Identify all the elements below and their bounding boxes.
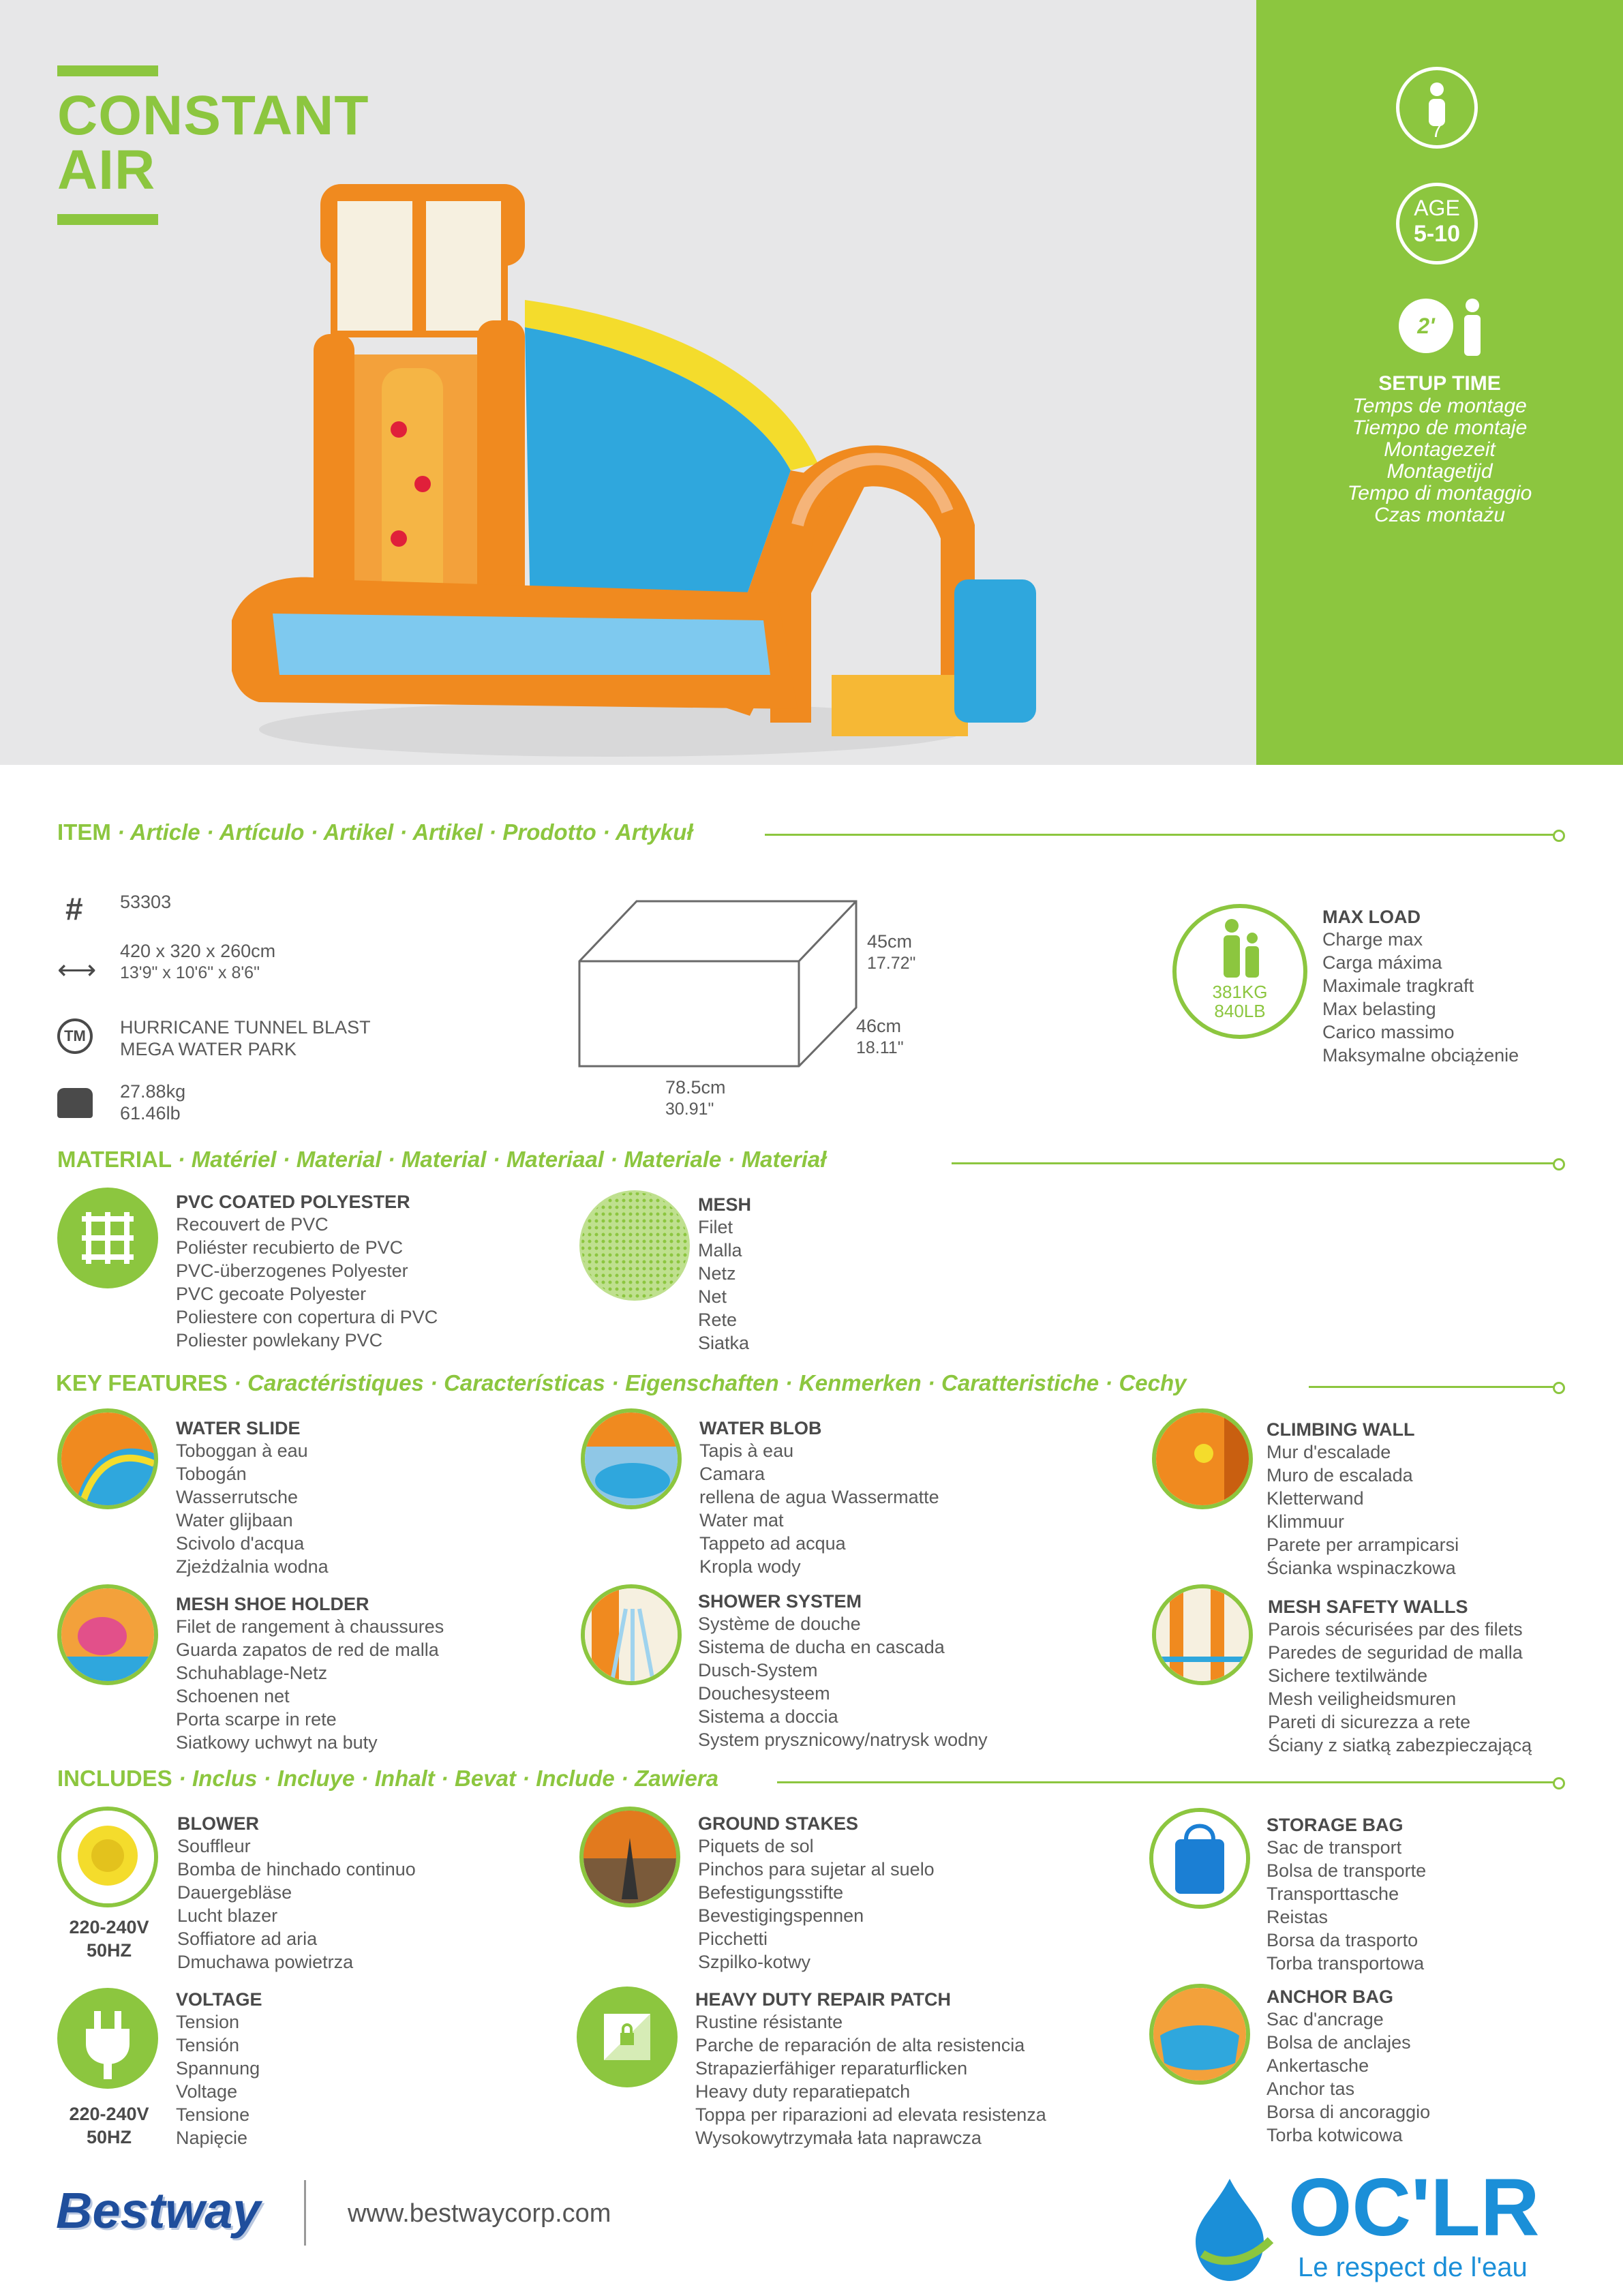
pvc-line: Poliestere con copertura di PVC [176, 1307, 438, 1327]
trademark-icon: TM [57, 1018, 93, 1054]
setup-title: SETUP TIME [1378, 372, 1501, 395]
feature-line: System prysznicowy/natrysk wodny [698, 1729, 988, 1750]
include-line: Torba kotwicowa [1266, 2125, 1403, 2145]
feature-line: Toboggan à eau [176, 1440, 308, 1461]
feature-line: Water glijbaan [176, 1510, 293, 1530]
feature-title: MESH SAFETY WALLS [1268, 1597, 1468, 1617]
feature-line: Schuhablage-Netz [176, 1663, 328, 1683]
include-line: Soffiatore ad aria [177, 1929, 318, 1949]
players-count: 7 [1431, 119, 1443, 142]
feature-water-blob [699, 1418, 939, 1578]
feature-lines [176, 1439, 329, 1578]
mesh-line: Rete [698, 1310, 738, 1330]
mesh-line: Siatka [698, 1333, 750, 1353]
mesh-icon [579, 1190, 690, 1301]
include-lines [176, 2010, 262, 2149]
include-blower [177, 1813, 416, 1974]
include-line: Strapazierfähiger reparaturflicken [695, 2058, 968, 2079]
include-line: Tension [176, 2012, 240, 2032]
feature-line: Scivolo d'acqua [176, 1533, 305, 1554]
feature-line: Système de douche [698, 1614, 861, 1634]
material-section-header [57, 1147, 826, 1173]
box-depth-in: 18.11" [856, 1038, 904, 1057]
weight-kg: 27.88kg [120, 1081, 186, 1102]
box-height-cm: 45cm [867, 931, 913, 952]
include-line: Napięcie [176, 2128, 248, 2148]
features-header: KEY FEATURES [56, 1370, 228, 1395]
include-line: Bevestigingspennen [698, 1905, 864, 1926]
brand-rule-bottom [57, 214, 158, 225]
feature-line: Parois sécurisées par des filets [1268, 1619, 1523, 1640]
repair-patch-badge [577, 1987, 678, 2087]
persons-icon [1213, 918, 1267, 979]
pvc-line: Recouvert de PVC [176, 1214, 329, 1235]
pvc-weave-icon [57, 1188, 158, 1288]
voltage-spec [61, 2102, 157, 2149]
max-load-kg: 381KG [1212, 982, 1268, 1002]
setup-line: Montagezeit [1384, 438, 1496, 461]
box-depth-cm: 46cm [856, 1016, 902, 1036]
include-line: Lucht blazer [177, 1905, 278, 1926]
blower-spec [61, 1916, 157, 1962]
footer-divider [304, 2180, 306, 2246]
feature-title: SHOWER SYSTEM [698, 1591, 862, 1612]
partner-tagline: Le respect de l'eau [1298, 2252, 1528, 2282]
feature-title: MESH SHOE HOLDER [176, 1594, 369, 1614]
include-voltage [176, 1989, 262, 2149]
water-drop-logo-icon [1175, 2165, 1284, 2288]
feature-line: Muro de escalada [1266, 1465, 1413, 1485]
feature-line: Parete per arrampicarsi [1266, 1535, 1459, 1555]
setup-minutes: 2' [1417, 314, 1435, 338]
setup-line: Czas montażu [1374, 504, 1505, 526]
feature-mesh-shoe-holder [176, 1594, 444, 1754]
product-name-1: HURRICANE TUNNEL BLAST [120, 1017, 371, 1038]
safety-wall-icon [1156, 1588, 1249, 1681]
rule-end-dot [1553, 830, 1565, 842]
storage-bag-icon [1153, 1812, 1246, 1905]
include-lines [695, 2010, 1046, 2149]
feature-line: Guarda zapatos de red de malla [176, 1640, 439, 1660]
include-line: Dauergebläse [177, 1882, 292, 1903]
box-width-in: 30.91" [665, 1100, 714, 1119]
storage-bag-photo [1149, 1808, 1250, 1909]
feature-title: WATER SLIDE [176, 1418, 301, 1438]
pvc-line: PVC-überzogenes Polyester [176, 1260, 408, 1281]
item-header: ITEM [57, 819, 111, 845]
dimensions-arrow-icon: ⟷ [57, 955, 97, 985]
include-line: Spannung [176, 2058, 260, 2079]
include-title: ANCHOR BAG [1266, 1987, 1393, 2007]
feature-title: WATER BLOB [699, 1418, 822, 1438]
max-load-line: Charge max [1322, 929, 1423, 950]
weight-lb: 61.46lb [120, 1103, 181, 1123]
climbing-wall-icon [1156, 1413, 1249, 1505]
includes-header: INCLUDES [57, 1766, 172, 1791]
includes-section-header [57, 1766, 718, 1792]
pvc-title: PVC COATED POLYESTER [176, 1192, 410, 1212]
max-load-line: Carico massimo [1322, 1022, 1455, 1042]
feature-line: Kropla wody [699, 1556, 801, 1577]
feature-mesh-safety-walls [1268, 1597, 1532, 1757]
include-line: Dmuchawa powietrza [177, 1952, 354, 1972]
include-line: Bomba de hinchado continuo [177, 1859, 416, 1879]
partner-name: OC'LR [1288, 2162, 1540, 2253]
pvc-line: PVC gecoate Polyester [176, 1284, 367, 1304]
include-line: Bolsa de anclajes [1266, 2032, 1411, 2053]
setup-line: Tiempo de montaje [1352, 417, 1528, 439]
max-load-badge [1172, 904, 1307, 1039]
feature-line: Tapis à eau [699, 1440, 794, 1461]
include-lines [177, 1834, 416, 1974]
shoe-holder-photo [57, 1584, 158, 1685]
item-header-translations: · Article · Artículo · Artikel · Artikel · Prodotto · Artykuł [117, 819, 693, 845]
include-line: Reistas [1266, 1907, 1329, 1927]
feature-line: Dusch-System [698, 1660, 818, 1680]
include-line: Sac d'ancrage [1266, 2009, 1384, 2029]
weave-pattern-icon [61, 1192, 154, 1284]
include-line: Bolsa de transporte [1266, 1860, 1427, 1881]
ground-stakes-photo [579, 1807, 680, 1907]
feature-line: Ścianka wspinaczkowa [1266, 1558, 1456, 1578]
include-line: Picchetti [698, 1929, 768, 1949]
mesh-line: Netz [698, 1263, 736, 1284]
hash-icon: # [65, 891, 83, 926]
feature-line: Douchesysteem [698, 1683, 830, 1704]
max-load-line: Max belasting [1322, 999, 1436, 1019]
features-rule [1309, 1386, 1556, 1388]
repair-patch-icon [581, 1991, 673, 2083]
anchor-bag-icon [1153, 1988, 1246, 2081]
include-line: Anchor tas [1266, 2079, 1355, 2099]
feature-line: Paredes de seguridad de malla [1268, 1642, 1523, 1663]
material-rule [952, 1162, 1556, 1164]
brand-line1: CONSTANT [57, 85, 369, 147]
box-width-cm: 78.5cm [665, 1077, 726, 1098]
max-load-line: Carga máxima [1322, 952, 1442, 973]
mesh-line: Net [698, 1286, 727, 1307]
feature-line: Tobogán [176, 1464, 247, 1484]
include-line: Tensión [176, 2035, 240, 2055]
pvc-line: Poliester powlekany PVC [176, 1330, 383, 1350]
feature-line: Siatkowy uchwyt na buty [176, 1732, 378, 1753]
water-slide-icon [61, 1413, 154, 1505]
max-load-line: Maximale tragkraft [1322, 976, 1474, 996]
box-height-in: 17.72" [867, 954, 916, 973]
feature-line: Schoenen net [176, 1686, 290, 1706]
voltage-plug-badge [57, 1988, 158, 2089]
setup-lines [1256, 395, 1623, 526]
feature-lines [698, 1612, 988, 1751]
include-line: Ankertasche [1266, 2055, 1369, 2076]
feature-line: Mur d'escalade [1266, 1442, 1391, 1462]
rule-end-dot [1553, 1158, 1565, 1170]
pvc-text [176, 1192, 438, 1352]
feature-shower-system [698, 1591, 988, 1751]
plug-icon [61, 1992, 154, 2085]
include-lines [698, 1834, 935, 1974]
include-line: Borsa da trasporto [1266, 1930, 1419, 1950]
include-title: GROUND STAKES [698, 1813, 859, 1834]
age-badge [1396, 183, 1478, 265]
include-line: Torba transportowa [1266, 1953, 1425, 1974]
feature-line: Sistema de ducha en cascada [698, 1637, 945, 1657]
brand-rule-top [57, 65, 158, 76]
person-icon [1459, 297, 1486, 359]
pvc-line: Poliéster recubierto de PVC [176, 1237, 404, 1258]
include-line: Tensione [176, 2104, 250, 2125]
include-line: Piquets de sol [698, 1836, 814, 1856]
feature-line: Ściany z siatką zabezpieczającą [1268, 1735, 1532, 1755]
size-metric: 420 x 320 x 260cm [120, 941, 276, 961]
feature-title: CLIMBING WALL [1266, 1419, 1415, 1440]
max-load-line: Maksymalne obciążenie [1322, 1045, 1519, 1066]
shower-system-photo [581, 1584, 682, 1685]
water-blob-photo [581, 1408, 682, 1509]
blower-voltage: 220-240V [69, 1917, 149, 1937]
clock-icon [1399, 299, 1453, 353]
feature-line: Sistema a doccia [698, 1706, 838, 1727]
setup-line: Temps de montage [1352, 395, 1527, 417]
mesh-line: Malla [698, 1240, 742, 1260]
include-line: Transporttasche [1266, 1884, 1399, 1904]
water-park-image [232, 170, 1091, 784]
include-line: Befestigungsstifte [698, 1882, 844, 1903]
blower-frequency: 50HZ [86, 1940, 132, 1961]
mesh-title: MESH [698, 1194, 752, 1215]
max-load-title: MAX LOAD [1322, 907, 1421, 927]
features-header-translations: · Caractéristiques · Características · Eigenschaften · Kenmerken · Caratteristiche · Cechy [234, 1370, 1187, 1395]
include-title: STORAGE BAG [1266, 1815, 1404, 1835]
anchor-bag-photo [1149, 1984, 1250, 2085]
feature-line: Pareti di sicurezza a rete [1268, 1712, 1471, 1732]
include-line: Toppa per riparazioni ad elevata resistenza [695, 2104, 1046, 2125]
age-value: 5-10 [1413, 221, 1461, 247]
brand-line2: AIR [57, 139, 156, 201]
mesh-pattern-icon [579, 1190, 690, 1301]
include-line: Parche de reparación de alta resistencia [695, 2035, 1025, 2055]
include-line: Heavy duty reparatiepatch [695, 2081, 911, 2102]
voltage-frequency: 50HZ [86, 2127, 132, 2147]
shoe-holder-icon [61, 1588, 154, 1681]
feature-line: Tappeto ad acqua [699, 1533, 846, 1554]
mesh-lines [698, 1215, 751, 1355]
oclr-logo [1163, 2158, 1565, 2292]
feature-line: Zjeżdżalnia wodna [176, 1556, 329, 1577]
feature-line: Sichere textilwände [1268, 1665, 1428, 1686]
includes-rule [777, 1781, 1556, 1783]
setup-line: Tempo di montaggio [1347, 482, 1532, 504]
blower-photo [57, 1807, 158, 1907]
players-badge [1396, 67, 1478, 149]
include-line: Wysokowytrzymała łata naprawcza [695, 2128, 982, 2148]
voltage-value: 220-240V [69, 2104, 149, 2124]
item-section-header [57, 819, 693, 845]
include-line: Szpilko-kotwy [698, 1952, 811, 1972]
include-storage-bag [1266, 1815, 1426, 1975]
shower-icon [585, 1588, 678, 1681]
include-line: Sac de transport [1266, 1837, 1402, 1858]
max-load-lines [1322, 928, 1519, 1067]
feature-line: rellena de agua Wassermatte [699, 1487, 939, 1507]
website-link[interactable]: www.bestwaycorp.com [348, 2199, 611, 2228]
feature-line: Kletterwand [1266, 1488, 1364, 1509]
ground-stake-icon [583, 1811, 676, 1903]
box-diagram [577, 898, 863, 1069]
feature-line: Water mat [699, 1510, 784, 1530]
feature-climbing-wall [1266, 1419, 1459, 1580]
include-line: Voltage [176, 2081, 238, 2102]
feature-lines [699, 1439, 939, 1578]
include-line: Pinchos para sujetar al suelo [698, 1859, 935, 1879]
feature-line: Mesh veiligheidsmuren [1268, 1689, 1457, 1709]
climbing-wall-photo [1152, 1408, 1253, 1509]
item-rule [765, 834, 1556, 836]
max-load-text [1322, 907, 1519, 1067]
features-section-header [56, 1370, 1187, 1396]
mesh-text [698, 1194, 751, 1355]
setup-line: Montagetijd [1386, 460, 1493, 483]
feature-line: Wasserrutsche [176, 1487, 299, 1507]
rule-end-dot [1553, 1382, 1565, 1394]
include-lines [1266, 2008, 1430, 2147]
material-header: MATERIAL [57, 1147, 172, 1172]
bestway-logo: Bestway [56, 2182, 261, 2239]
include-line: Rustine résistante [695, 2012, 843, 2032]
blower-icon [61, 1811, 154, 1903]
feature-lines [176, 1615, 444, 1754]
include-anchor-bag [1266, 1987, 1430, 2147]
size-imperial: 13'9" x 10'6" x 8'6" [120, 963, 260, 982]
feature-line: Porta scarpe in rete [176, 1709, 337, 1729]
mesh-line: Filet [698, 1217, 733, 1237]
includes-header-translations: · Inclus · Incluye · Inhalt · Bevat · Include · Zawiera [178, 1766, 719, 1791]
feature-water-slide [176, 1418, 329, 1578]
feature-lines [1266, 1440, 1459, 1580]
feature-lines [1268, 1618, 1532, 1757]
feature-line: Klimmuur [1266, 1511, 1345, 1532]
include-lines [1266, 1836, 1426, 1975]
safety-walls-photo [1152, 1584, 1253, 1685]
age-label: AGE [1414, 196, 1460, 220]
include-ground-stakes [698, 1813, 935, 1974]
water-blob-icon [585, 1413, 678, 1505]
water-slide-photo [57, 1408, 158, 1509]
item-number: 53303 [120, 892, 172, 912]
feature-line: Camara [699, 1464, 765, 1484]
max-load-lb: 840LB [1214, 1001, 1266, 1021]
include-repair-patch [695, 1989, 1046, 2149]
pvc-lines [176, 1213, 438, 1352]
feature-line: Filet de rangement à chaussures [176, 1616, 444, 1637]
include-line: Souffleur [177, 1836, 251, 1856]
include-title: VOLTAGE [176, 1989, 262, 2010]
rule-end-dot [1553, 1777, 1565, 1789]
setup-time-block [1256, 372, 1623, 526]
weight-icon [57, 1088, 93, 1118]
material-header-translations: · Matériel · Material · Material · Materiaal · Materiale · Materiał [177, 1147, 827, 1172]
include-title: HEAVY DUTY REPAIR PATCH [695, 1989, 952, 2010]
include-title: BLOWER [177, 1813, 259, 1834]
include-line: Borsa di ancoraggio [1266, 2102, 1431, 2122]
product-name-2: MEGA WATER PARK [120, 1039, 297, 1059]
